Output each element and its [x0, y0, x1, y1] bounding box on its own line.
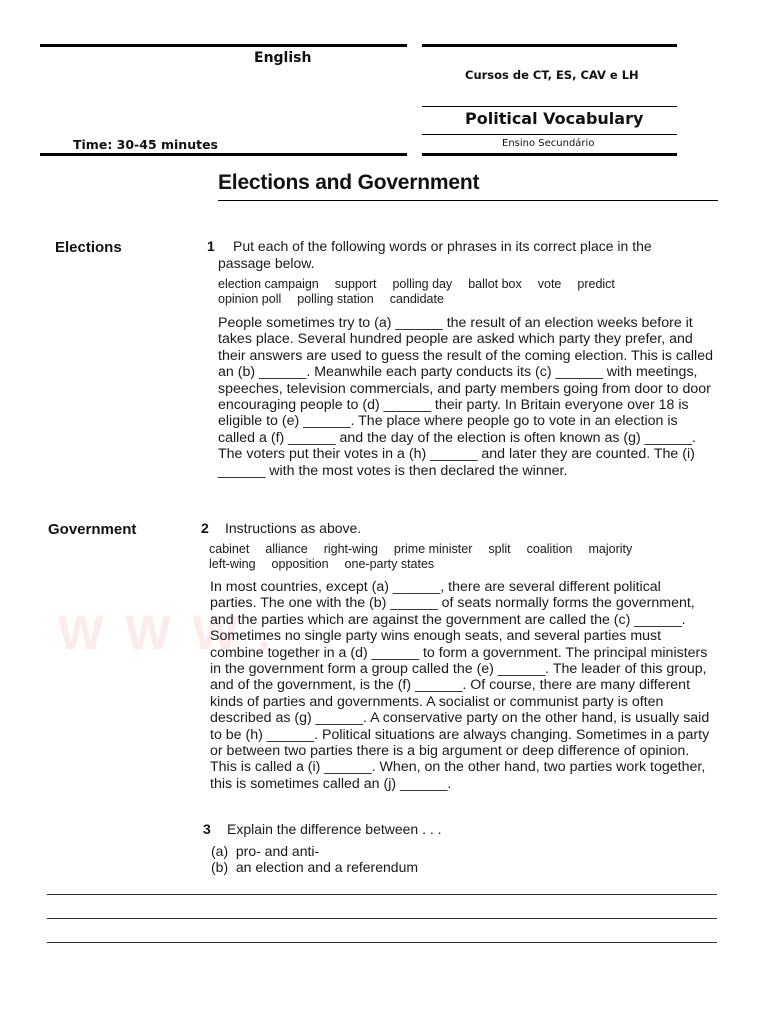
- word-item: left-wing: [209, 557, 256, 571]
- word-item: one-party states: [344, 557, 435, 571]
- word-item: polling day: [392, 277, 453, 291]
- header-rule-right-top: [422, 44, 677, 47]
- title-underline: [218, 200, 718, 201]
- level-label: Ensino Secundário: [502, 138, 595, 149]
- word-item: alliance: [265, 542, 308, 556]
- government-label: Government: [48, 521, 137, 538]
- topic-title: Political Vocabulary: [465, 109, 644, 128]
- header-rule-left-bottom: [40, 153, 407, 156]
- task-1-number: 1: [207, 238, 215, 254]
- task-1-instruction-line1: Put each of the following words or phrases in its correct place in the: [233, 238, 652, 254]
- header-rule-right-mid2: [422, 134, 677, 135]
- task-3-number: 3: [203, 821, 211, 837]
- answer-line-3[interactable]: [47, 942, 717, 943]
- word-item: majority: [588, 542, 633, 556]
- word-item: split: [488, 542, 511, 556]
- task-2-passage: In most countries, except (a) ______, there are several different political parties. The one with the (b) ______ of seats normally forms the government, and the parties which are against the government are called the (c) ______. Sometimes no single party wins enough seats, and several parties must combine together in a (d) ______ to form a government. The principal ministers in the government form a group called the (e) ______. The leader of this group, and of the government, is the (f) ______. Of course, there are many different kinds of parties and governments. A socialist or communist party is often described as (g) ______. A conservative party on the other hand, is usually said to be (h) ______. Political situations are always changing. Sometimes in a party or between two parties there is a big argument or deep difference of opinion. This is called a (i) ______. When, on the other hand, two parties work together, this is sometimes called an (j) ______.: [210, 579, 710, 792]
- time-label: Time: 30-45 minutes: [73, 137, 218, 152]
- header-rule-right-mid: [422, 106, 677, 107]
- word-item: candidate: [389, 292, 444, 306]
- word-item: cabinet: [209, 542, 250, 556]
- elections-label: Elections: [55, 239, 122, 256]
- word-item: prime minister: [393, 542, 473, 556]
- word-item: election campaign: [218, 277, 319, 291]
- word-item: polling station: [297, 292, 374, 306]
- word-item: predict: [577, 277, 615, 291]
- task-2-number: 2: [201, 520, 209, 536]
- task-2-wordbank: [209, 542, 679, 572]
- task-1-passage: People sometimes try to (a) ______ the result of an election weeks before it takes place. Several hundred people are asked which party they prefer, and their answers are used to guess the result of the coming election. This is called an (b) ______. Meanwhile each party conducts its (c) ______ with meetings, speeches, television commercials, and party members going from door to door encouraging people to (d) ______ their party. In Britain everyone over 18 is eligible to (e) ______. The place where people go to vote in an election is called a (f) ______ and the day of the election is often known as (g) ______. The voters put their votes in a (h) ______ and later they are counted. The (i) ______ with the most votes is then declared the winner.: [218, 315, 713, 479]
- task-3-instruction: Explain the difference between . . .: [227, 821, 442, 837]
- word-item: right-wing: [323, 542, 378, 556]
- word-item: opposition: [271, 557, 329, 571]
- answer-line-2[interactable]: [47, 918, 717, 919]
- task-3-item-b: (b) an election and a referendum: [211, 859, 419, 875]
- task-2-instruction: Instructions as above.: [225, 520, 362, 536]
- courses-label: Cursos de CT, ES, CAV e LH: [465, 68, 639, 82]
- header-rule-left-top: [40, 44, 407, 47]
- header-rule-right-bottom: [422, 153, 677, 156]
- word-item: coalition: [526, 542, 573, 556]
- watermark: WWW.: [58, 607, 293, 660]
- task-1-instruction-line2: passage below.: [218, 255, 315, 271]
- word-item: ballot box: [468, 277, 522, 291]
- page-title: Elections and Government: [218, 171, 480, 194]
- word-item: opinion poll: [218, 292, 282, 306]
- task-3-item-a: (a) pro- and anti-: [211, 843, 320, 859]
- word-item: vote: [537, 277, 562, 291]
- subject-label: English: [254, 50, 312, 66]
- task-1-wordbank: [218, 277, 698, 307]
- answer-line-1[interactable]: [47, 894, 717, 895]
- word-item: support: [334, 277, 377, 291]
